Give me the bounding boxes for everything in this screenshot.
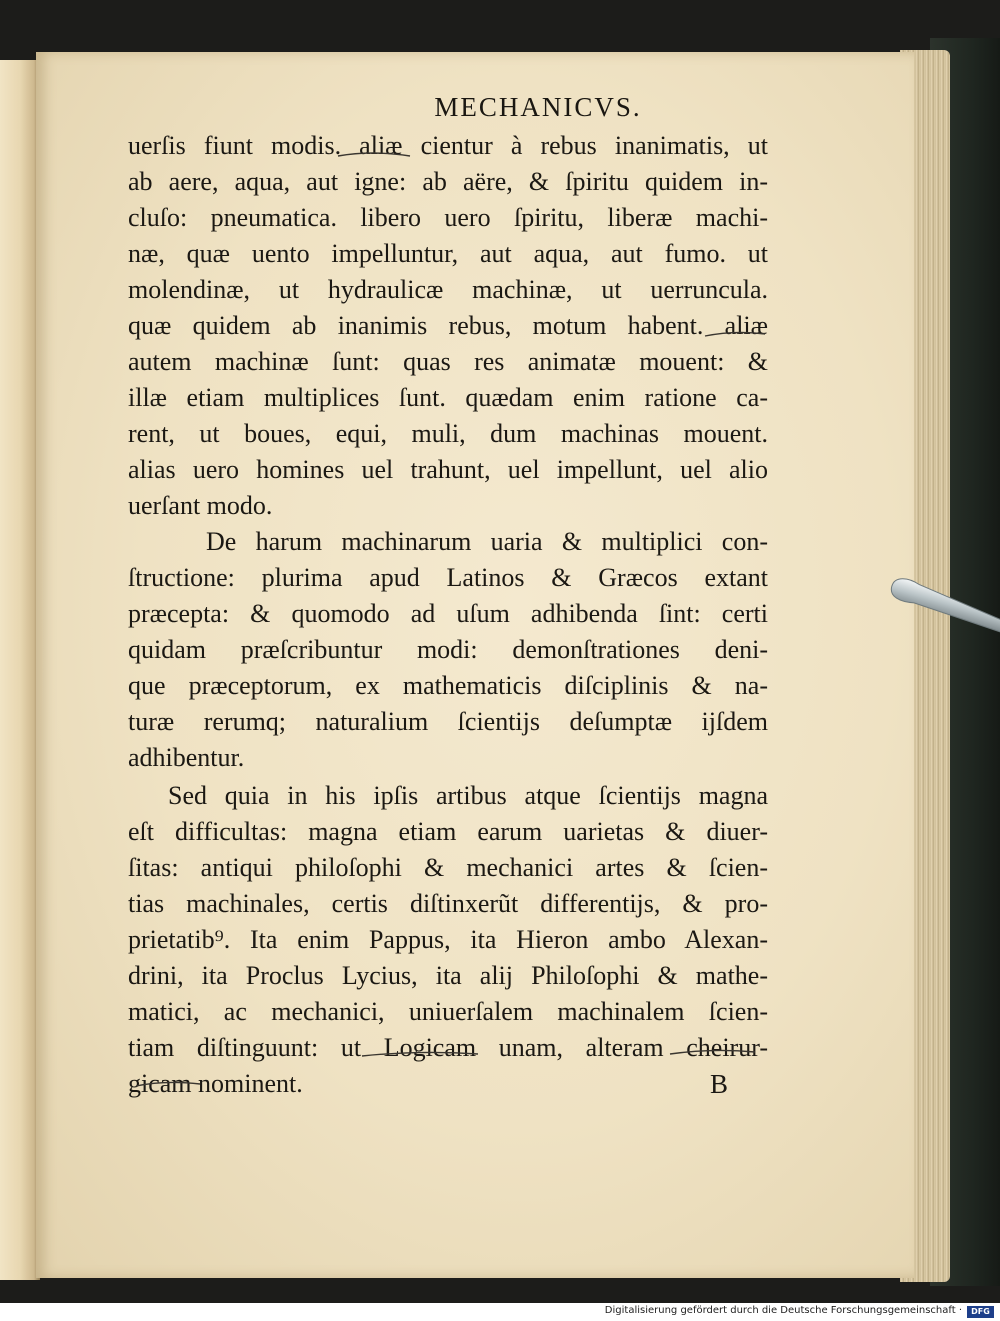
text-line: alias uero homines uel trahunt, uel impellunt, uel alio <box>128 455 768 484</box>
running-head-text: MECHANICVS. <box>434 92 642 122</box>
running-head <box>128 92 768 123</box>
text-line: ab aere, aqua, aut igne: ab aëre, & ſpiritu quidem in- <box>128 167 768 196</box>
text-line: matici, ac mechanici, uniuerſalem machinalem ſcien- <box>128 997 768 1026</box>
text-line: drini, ita Proclus Lycius, ita alij Philoſophi & mathe- <box>128 961 768 990</box>
text-line: eſt difficultas: magna etiam earum uarietas & diuer- <box>128 817 768 846</box>
funding-credit: Digitalisierung gefördert durch die Deutsche Forschungsgemeinschaft · <box>604 1305 962 1316</box>
text-line: uerſant modo. <box>128 491 273 520</box>
text-line: quidam præſcribuntur modi: demonſtrationes deni- <box>128 635 768 664</box>
dfg-logo: DFG <box>967 1306 994 1318</box>
text-line: cluſo: pneumatica. libero uero ſpiritu, liberæ machi- <box>128 203 768 232</box>
text-line: Sed quia in his ipſis artibus atque ſcientijs magna <box>168 781 768 810</box>
text-line: que præceptorum, ex mathematicis diſciplinis & na- <box>128 671 768 700</box>
text-line: tias machinales, certis diſtinxerũt differentijs, & pro- <box>128 889 768 918</box>
text-line: turæ rerumq; naturalium ſcientijs deſumptæ ijſdem <box>128 707 768 736</box>
text-line: ſitas: antiqui philoſophi & mechanici artes & ſcien- <box>128 853 768 882</box>
footer-bar <box>0 1303 1000 1321</box>
text-line: quæ quidem ab inanimis rebus, motum habent. aliæ <box>128 311 768 340</box>
text-line: tiam diſtinguunt: ut Logicam unam, alteram cheirur- <box>128 1033 768 1062</box>
text-line: næ, quæ uento impelluntur, aut aqua, aut fumo. ut <box>128 239 768 268</box>
text-line: ſtructione: plurima apud Latinos & Græcos extant <box>128 563 768 592</box>
text-line: De harum machinarum uaria & multiplici con- <box>206 527 768 556</box>
text-line: molendinæ, ut hydraulicæ machinæ, ut uerruncula. <box>128 275 768 304</box>
text-line: uerſis fiunt modis. aliæ cientur à rebus inanimatis, ut <box>128 131 768 160</box>
text-line: adhibentur. <box>128 743 245 772</box>
text-line: illæ etiam multiplices ſunt. quædam enim ratione ca- <box>128 383 768 412</box>
text-line: rent, ut boues, equi, muli, dum machinas mouent. <box>128 419 768 448</box>
text-line: autem machinæ ſunt: quas res animatæ mouent: & <box>128 347 768 376</box>
text-line: gicam nominent. <box>128 1069 303 1098</box>
binding-gutter <box>0 60 40 1280</box>
text-line: præcepta: & quomodo ad uſum adhibenda ſint: certi <box>128 599 768 628</box>
signature-mark: B <box>710 1069 729 1099</box>
text-line: prietatib⁹. Ita enim Pappus, ita Hieron ambo Alexan- <box>128 925 768 954</box>
